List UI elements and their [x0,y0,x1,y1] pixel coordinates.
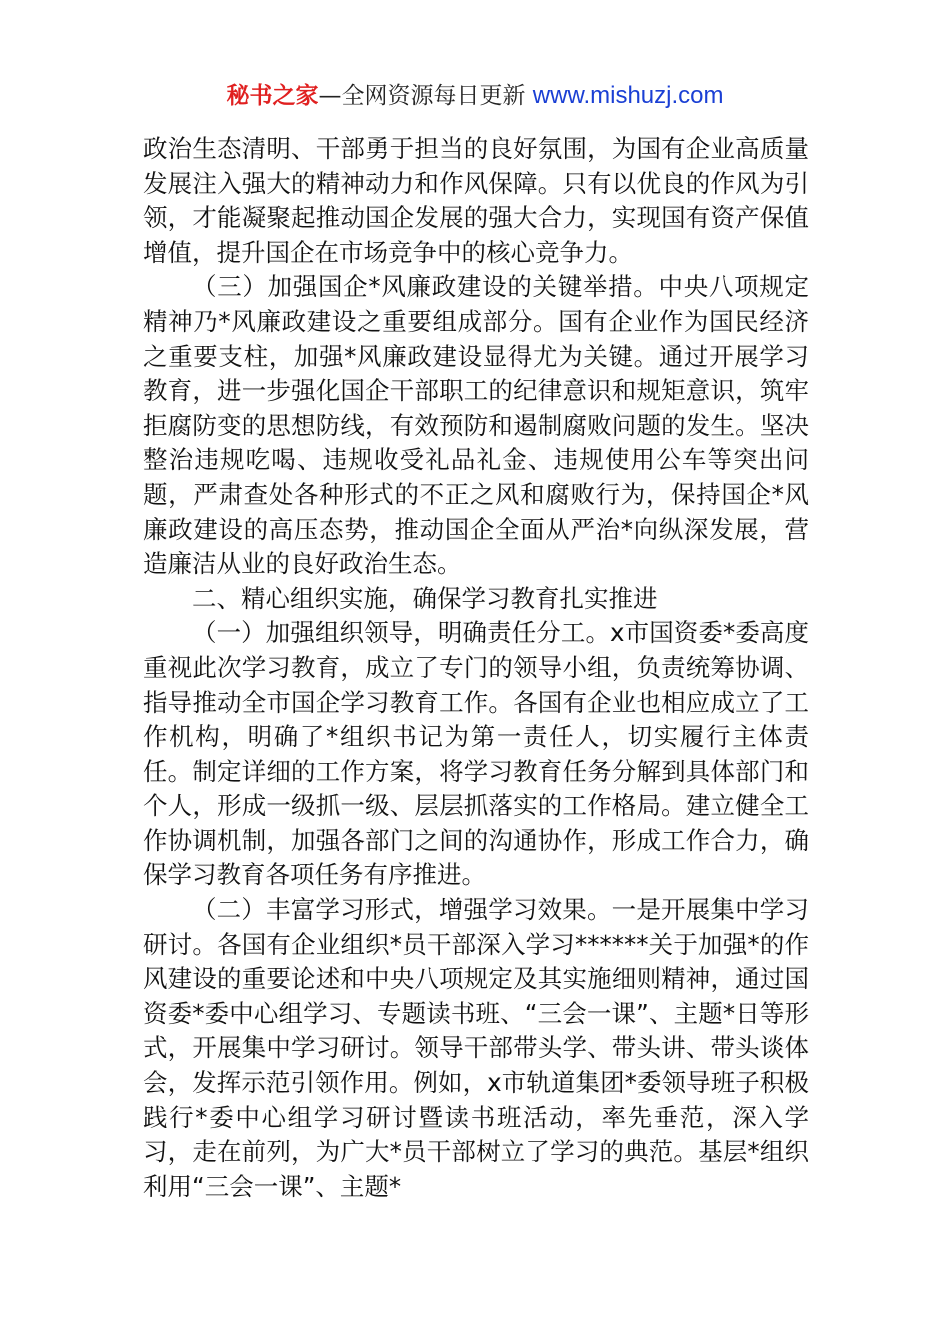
document-body [143,132,809,1204]
brand-name: 秘书之家 [226,83,319,109]
site-url-link[interactable]: www.mishuzj.com [532,82,724,109]
site-header [0,80,950,112]
paragraph-section-three: （三）加强国企*风廉政建设的关键举措。中央八项规定精神乃*风廉政建设之重要组成部分。国有企业作为国民经济之重要支柱，加强*风廉政建设显得尤为关键。通过开展学习教育，进一步强化国企干部职工的纪律意识和规矩意识，筑牢拒腐防变的思想防线，有效预防和遏制腐败问题的发生。坚决整治违规吃喝、违规收受礼品礼金、违规使用公车等突出问题，严肃查处各种形式的不正之风和腐败行为，保持国企*风廉政建设的高压态势，推动国企全面从严治*向纵深发展，营造廉洁从业的良好政治生态。 [143,272,809,579]
header-dash: — [318,83,342,109]
section-heading-two: 二、精心组织实施，确保学习教育扎实推进 [192,583,658,613]
header-tagline: 全网资源每日更新 [341,83,526,109]
paragraph-subsection-two: （二）丰富学习形式，增强学习效果。一是开展集中学习研讨。各国有企业组织*员干部深入学习******关于加强*的作风建设的重要论述和中央八项规定及其实施细则精神，通过国资委*委中心组学习、专题读书班、“三会一课”、主题*日等形式，开展集中学习研讨。领导干部带头学、带头讲、带头谈体会，发挥示范引领作用。例如，x市轨道集团*委领导班子积极践行*委中心组学习研讨暨读书班活动，率先垂范，深入学习，走在前列，为广大*员干部树立了学习的典范。基层*组织利用“三会一课”、主题* [143,895,809,1201]
paragraph-continued: 政治生态清明、干部勇于担当的良好氛围，为国有企业高质量发展注入强大的精神动力和作风保障。只有以优良的作风为引领，才能凝聚起推动国企发展的强大合力，实现国有资产保值增值，提升国企在市场竞争中的核心竞争力。 [143,134,809,267]
paragraph-subsection-one: （一）加强组织领导，明确责任分工。x市国资委*委高度重视此次学习教育，成立了专门的领导小组，负责统筹协调、指导推动全市国企学习教育工作。各国有企业也相应成立了工作机构，明确了*组织书记为第一责任人，切实履行主体责任。制定详细的工作方案，将学习教育任务分解到具体部门和个人，形成一级抓一级、层层抓落实的工作格局。建立健全工作协调机制，加强各部门之间的沟通协作，形成工作合力，确保学习教育各项任务有序推进。 [143,618,809,890]
